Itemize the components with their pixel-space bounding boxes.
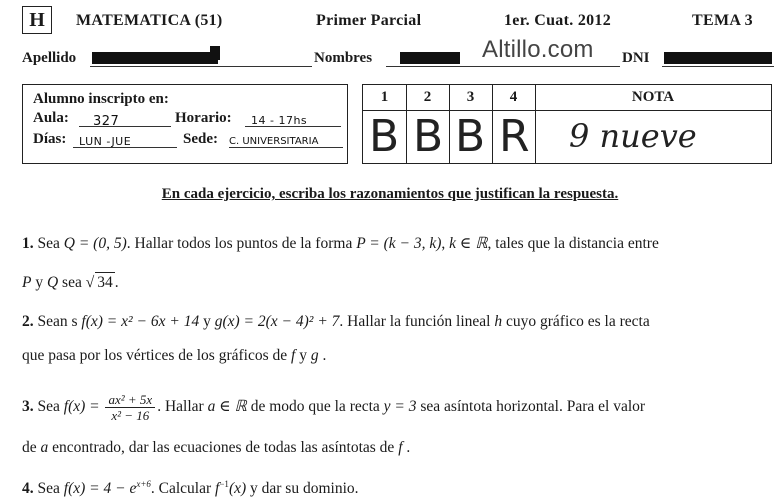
ex1-text: .	[114, 274, 119, 291]
ex2-var-g: g	[310, 347, 319, 364]
ex3-text: Sea	[37, 398, 60, 415]
exam-title: Primer Parcial	[316, 12, 422, 29]
ex1-text: . Hallar todos los puntos de la forma	[126, 235, 353, 252]
ex2-text: y	[299, 347, 307, 364]
ex1-text: Sea	[37, 235, 60, 252]
dni-label: DNI	[622, 50, 650, 66]
grade-table	[362, 84, 772, 164]
exercise-1-number: 1.	[22, 235, 34, 252]
ex3-text: . Hallar	[157, 398, 204, 415]
grade-header-nota: NOTA	[631, 89, 675, 105]
grade-mark-2: B	[413, 111, 444, 162]
ex3-function-f: f(x) =	[63, 398, 100, 415]
dni-redaction	[664, 52, 772, 64]
exercise-4-number: 4.	[22, 480, 34, 498]
exercise-4-line-1	[22, 474, 359, 499]
apellido-label: Apellido	[22, 50, 77, 66]
apellido-line	[90, 66, 312, 67]
tema-letter-box: H	[22, 6, 52, 34]
tema-label: TEMA 3	[692, 12, 753, 29]
exercise-1-line-1	[22, 234, 659, 254]
nombres-redaction	[400, 52, 460, 64]
sede-value: C. UNIVERSITARIA	[229, 136, 319, 147]
ex1-k-real: k ∈ ℝ	[449, 235, 488, 252]
ex4-function-f: f(x) = 4 − e	[63, 480, 137, 498]
sqrt-icon: √	[85, 274, 95, 291]
ex3-a-real: a ∈ ℝ	[207, 398, 247, 415]
ex2-text: y	[203, 313, 211, 330]
horario-label: Horario:	[175, 110, 232, 126]
ex4-text: Sea	[37, 480, 60, 498]
dni-line	[662, 66, 774, 67]
ex3-var-a: a	[40, 439, 49, 456]
ex1-point-q: Q = (0, 5)	[63, 235, 127, 252]
ex1-sqrt-value: 34	[97, 274, 113, 291]
ex2-var-f: f	[291, 347, 296, 364]
apellido-redaction-tail	[210, 46, 220, 60]
enrollment-box	[22, 84, 348, 164]
ex2-function-g: g(x) = 2(x − 4)² + 7	[214, 313, 340, 330]
ex1-text: sea	[62, 274, 82, 291]
horario-value: 14 - 17hs	[251, 114, 308, 127]
ex1-var-q: Q	[46, 274, 59, 291]
exercise-2-number: 2.	[22, 313, 34, 330]
ex3-text: de	[22, 439, 37, 456]
ex1-point-p: P = (k − 3, k)	[356, 235, 442, 252]
grade-mark-3: B	[455, 111, 486, 162]
exam-period: 1er. Cuat. 2012	[504, 12, 612, 29]
ex1-var-p: P	[22, 274, 32, 291]
watermark-text: Altillo.com	[482, 36, 594, 63]
ex2-var-h: h	[494, 313, 503, 330]
grade-header-3: 3	[466, 89, 475, 105]
exercise-2-line-1	[22, 312, 650, 332]
grade-mark-4: R	[499, 111, 530, 162]
grade-header-4: 4	[509, 89, 518, 105]
sede-label: Sede:	[183, 131, 218, 147]
ex1-text: y	[35, 274, 44, 291]
exercise-1-line-2	[22, 272, 119, 293]
nombres-line	[386, 66, 620, 67]
aula-value: 327	[93, 114, 120, 129]
ex3-text: de modo que la recta	[250, 398, 380, 415]
ex3-text: .	[406, 439, 411, 456]
ex1-text: ,	[441, 235, 446, 252]
grade-header-2: 2	[423, 89, 432, 105]
exercise-2-line-2	[22, 346, 326, 366]
subject-title: MATEMATICA (51)	[76, 12, 223, 29]
ex3-text: encontrado, dar las ecuaciones de todas las asíntotas de	[52, 439, 395, 456]
ex4-inverse-f: f	[215, 480, 220, 498]
grade-nota-value: 9 nueve	[569, 117, 697, 155]
ex3-var-f: f	[398, 439, 403, 456]
ex4-exponent: x+6	[136, 479, 151, 489]
ex2-text: . Hallar la función lineal	[339, 313, 491, 330]
grade-header-1: 1	[380, 89, 389, 105]
ex4-arg: (x)	[228, 480, 247, 498]
dias-value: LUN -JUE	[79, 135, 132, 148]
ex3-fraction-denominator: x² − 16	[111, 407, 150, 423]
ex2-text: que pasa por los vértices de los gráficos de	[22, 347, 288, 364]
exercise-3-line-2	[22, 438, 410, 458]
ex1-text: , tales que la distancia entre	[487, 235, 659, 252]
ex2-text: cuyo gráfico es la recta	[505, 313, 650, 330]
aula-label: Aula:	[33, 110, 69, 126]
dias-label: Días:	[33, 131, 67, 147]
ex4-text: y dar su dominio.	[250, 480, 359, 498]
instruction-text: En cada ejercicio, escriba los razonamientos que justifican la respuesta.	[161, 186, 619, 202]
ex3-text: sea asíntota horizontal. Para el valor	[420, 398, 646, 415]
ex2-text: Sean s	[37, 313, 78, 330]
ex3-fraction	[105, 392, 155, 423]
sede-line	[229, 147, 343, 148]
ex2-function-f: f(x) = x² − 6x + 14	[81, 313, 200, 330]
apellido-redaction	[92, 52, 218, 64]
nombres-label: Nombres	[314, 50, 373, 66]
ex4-text: . Calcular	[150, 480, 212, 498]
ex2-text: .	[322, 347, 327, 364]
grade-mark-1: B	[369, 111, 400, 162]
enrollment-title: Alumno inscripto en:	[33, 91, 169, 107]
ex3-line-y: y = 3	[383, 398, 417, 415]
exercise-3-line-1	[22, 390, 645, 424]
ex3-fraction-numerator: ax² + 5x	[105, 392, 155, 408]
exercise-3-number: 3.	[22, 398, 34, 415]
ex4-inverse-exponent: −1	[219, 479, 229, 489]
